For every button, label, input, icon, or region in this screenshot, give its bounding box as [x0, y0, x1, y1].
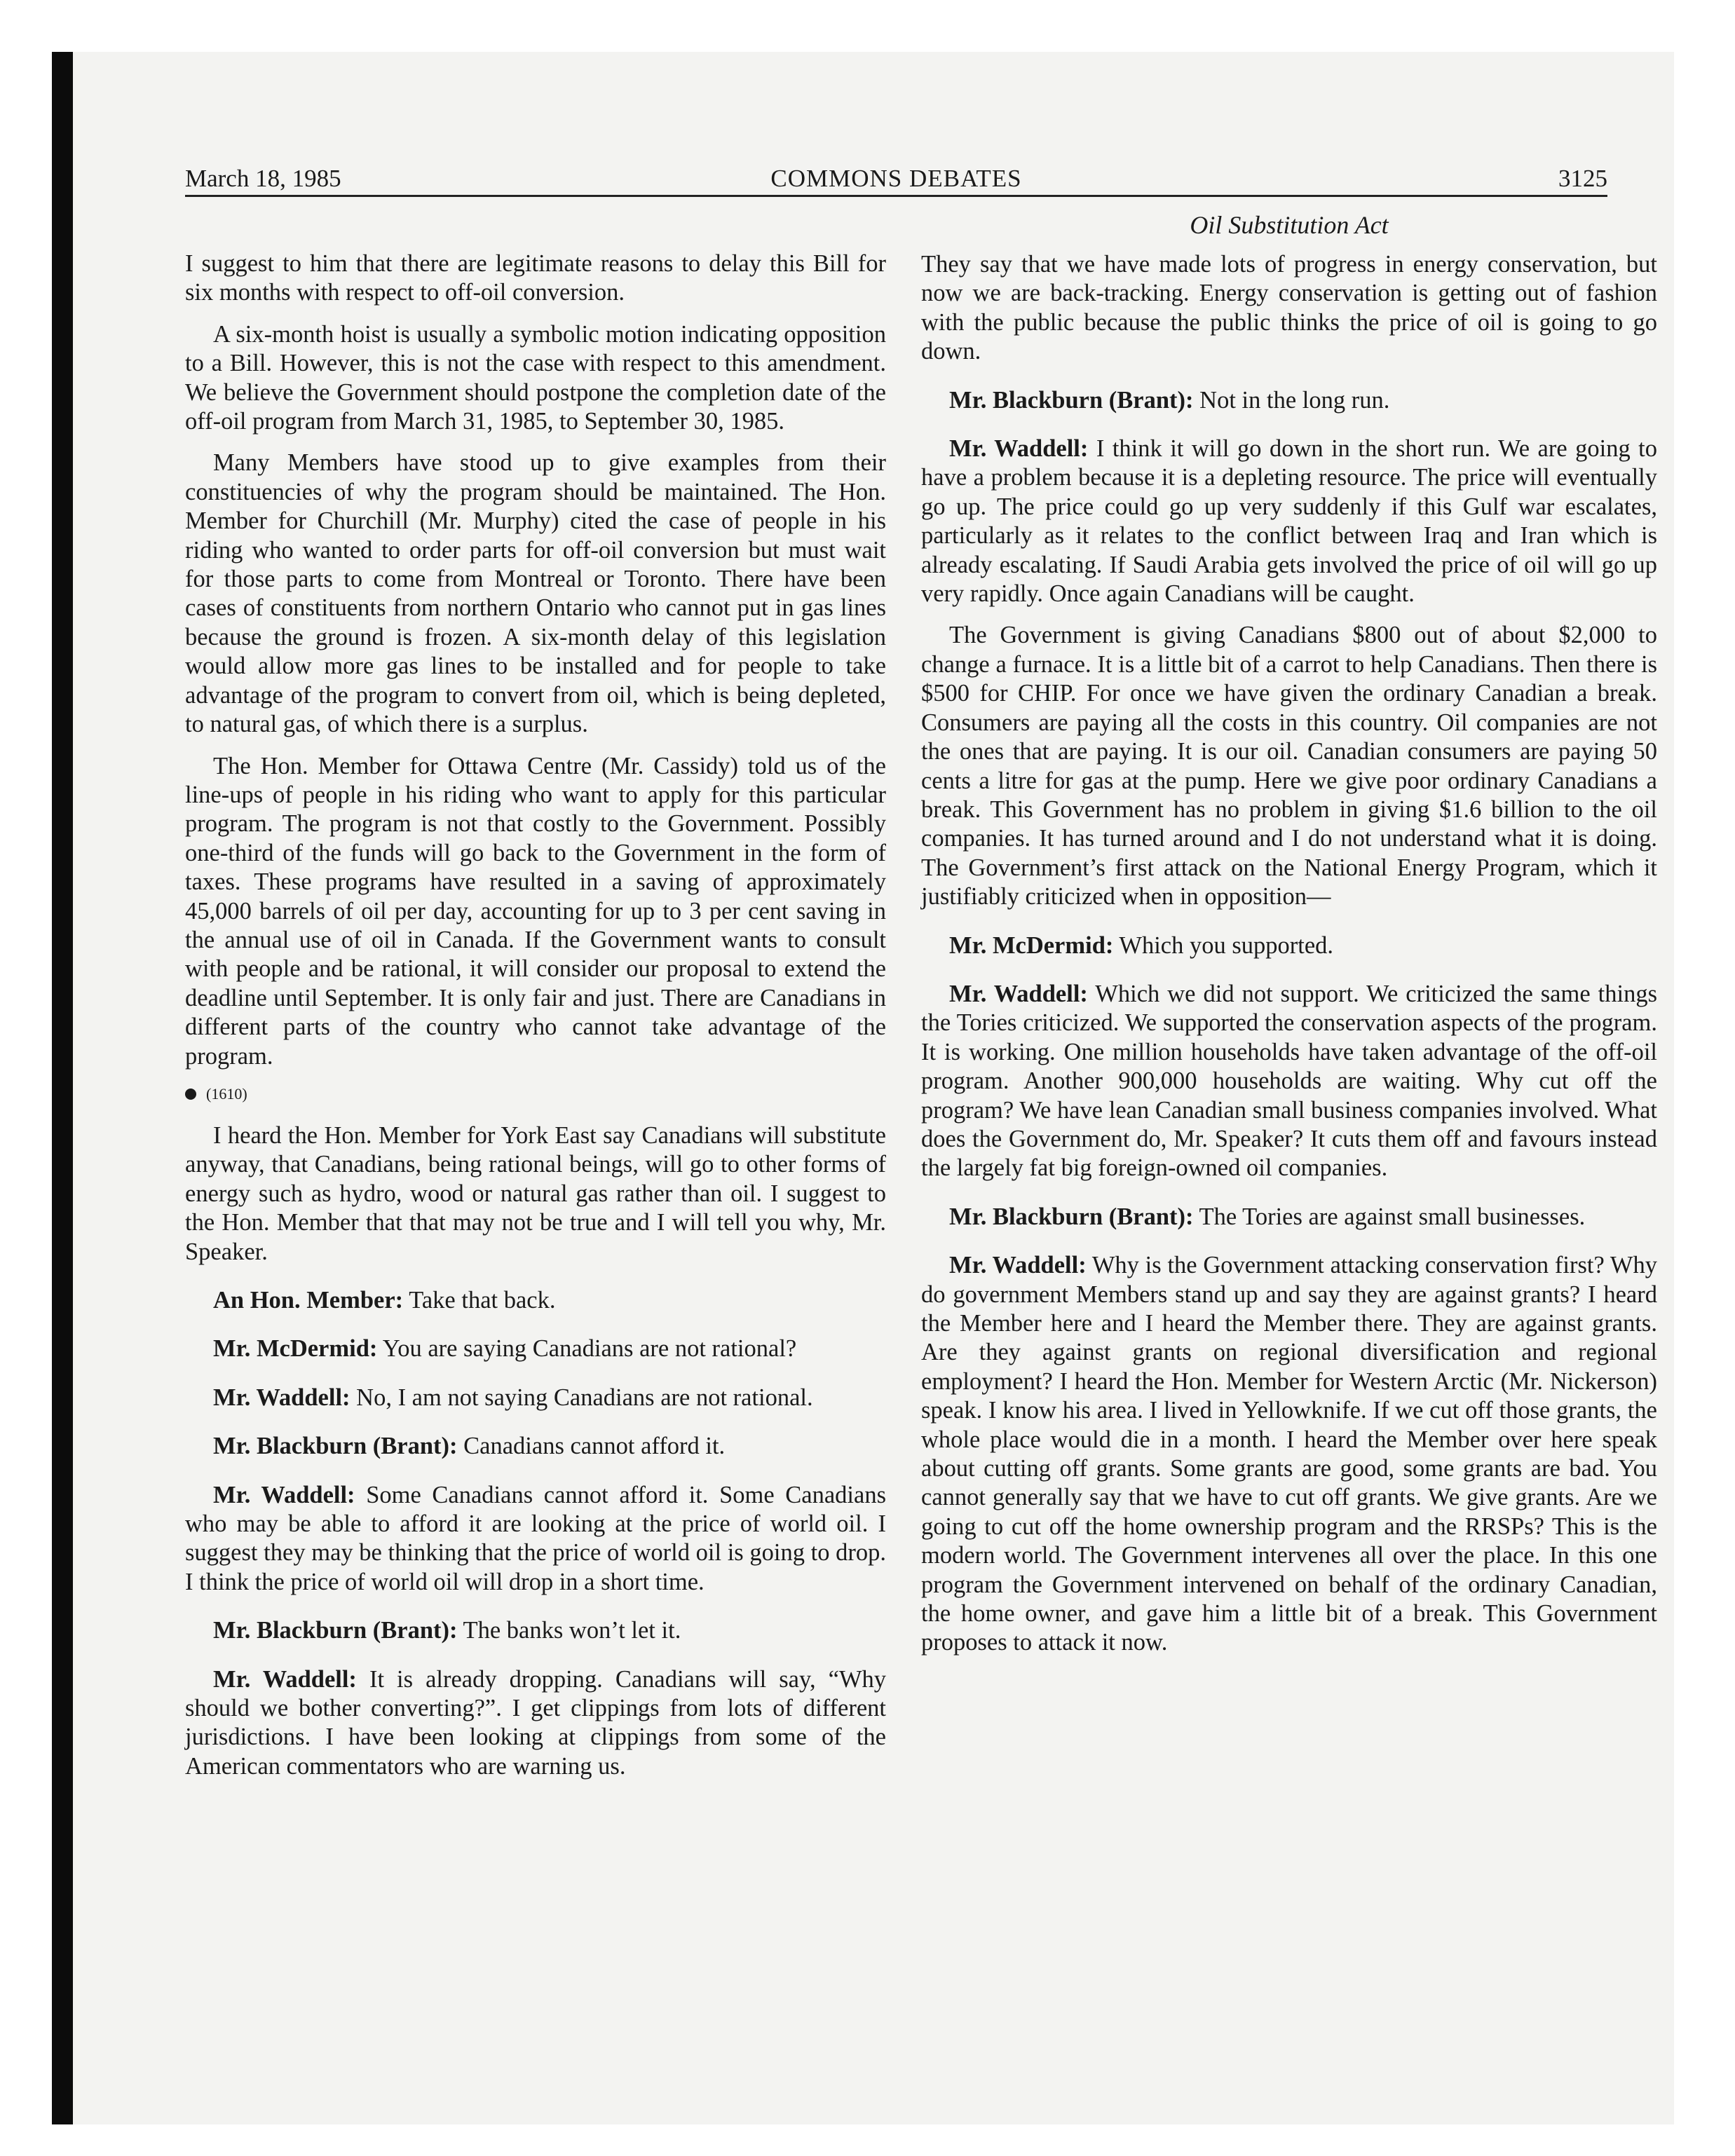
header-title: COMMONS DEBATES [770, 165, 1022, 192]
paragraph [185, 752, 886, 1071]
scanned-page [52, 52, 1674, 2124]
paragraph-text: The banks won’t let it. [463, 1617, 681, 1644]
paragraph [185, 1286, 886, 1315]
paragraph-text: I suggest to him that there are legitimate reasons to delay this Bill for six months with respect to off-oil conversion. [185, 250, 886, 306]
right-column [921, 250, 1657, 1670]
paragraph [185, 1665, 886, 1782]
speaker-name: Mr. McDermid: [213, 1335, 378, 1363]
paragraph-text: No, I am not saying Canadians are not rational. [356, 1384, 813, 1411]
paragraph [921, 980, 1657, 1183]
header-date: March 18, 1985 [185, 165, 341, 192]
paragraph-text: I think it will go down in the short run. We are going to have a problem because it is a depleting resource. The price will eventually go up. The price could go up very suddenly if this Gulf war escalates, particularly as it relates to the conflict between Iraq and Iran which is already escalating. If Saudi Arabia gets involved the price of oil will go up very rapidly. Once again Canadians will be caught. [921, 435, 1658, 608]
paragraph [185, 1384, 886, 1412]
speaker-name: Mr. Blackburn (Brant): [213, 1617, 458, 1644]
speaker-name: Mr. Waddell: [949, 435, 1089, 463]
paragraph-text: A six-month hoist is usually a symbolic motion indicating opposition to a Bill. However, this is not the case with respect to this amendment. We believe the Government should postpone the completion date of the off-oil program from March 31, 1985, to September 30, 1985. [185, 320, 886, 435]
paragraph [185, 1481, 886, 1597]
speaker-name: Mr. Blackburn (Brant): [949, 386, 1194, 414]
binding-edge [52, 52, 73, 2124]
paragraph-text: The Tories are against small businesses. [1199, 1203, 1586, 1230]
paragraph [185, 1335, 886, 1363]
paragraph [921, 250, 1657, 367]
time-marker [185, 1084, 886, 1105]
speaker-name: Mr. McDermid: [949, 932, 1114, 959]
paragraph [185, 1432, 886, 1461]
paragraph [921, 621, 1657, 911]
paragraph-text: Take that back. [409, 1287, 556, 1314]
section-title: Oil Substitution Act [1190, 211, 1389, 239]
paragraph [185, 320, 886, 437]
paragraph-text: It is already dropping. Canadians will say, “Why should we bother converting?”. I get clippings from lots of different jurisdictions. I have been looking at clippings from some of the American commentators who are warning us. [185, 1665, 887, 1780]
speaker-name: Mr. Blackburn (Brant): [213, 1433, 458, 1460]
paragraph-text: The Hon. Member for Ottawa Centre (Mr. Cassidy) told us of the line-ups of people in his riding who want to apply for this particular program. The program is not that costly to the Government. Possibly one-third of the funds will go back to the Government in the form of taxes. These programs have resulted in a saving of approximately 45,000 barrels of oil per day, accounting for up to 3 per cent saving in the annual use of oil in Canada. If the Government wants to consult with people and be rational, it will consider our proposal to extend the deadline until September. It is only fair and just. There are Canadians in different parts of the country who cannot take advantage of the program. [185, 752, 886, 1070]
paragraph [921, 386, 1657, 415]
paragraph [921, 1251, 1657, 1658]
speaker-name: Mr. Waddell: [213, 1665, 357, 1693]
paragraph [921, 435, 1657, 608]
paragraph-text: Many Members have stood up to give examples from their constituencies of why the program should be maintained. The Hon. Member for Churchill (Mr. Murphy) cited the case of people in his riding who wanted to order parts for off-oil conversion but must wait for those parts to come from Montreal or Toronto. There have been cases of constituents from northern Ontario who cannot put in gas lines because the ground is frozen. A six-month delay of this legislation would allow more gas lines to be installed and for people to take advantage of the program to convert from oil, which is being depleted, to natural gas, of which there is a surplus. [185, 449, 886, 738]
speaker-name: Mr. Waddell: [213, 1481, 355, 1508]
paragraph-text: Which you supported. [1119, 932, 1334, 959]
speaker-name: Mr. Waddell: [949, 1252, 1087, 1279]
paragraph-text: Some Canadians cannot afford it. Some Canadians who may be able to afford it are looking at the price of world oil. I suggest they may be thinking that the price of world oil is going to drop. I think the price of world oil will drop in a short time. [185, 1481, 886, 1595]
paragraph [921, 1203, 1657, 1231]
paragraph-text: Not in the long run. [1199, 386, 1390, 414]
left-column [185, 250, 886, 1794]
paragraph [921, 932, 1657, 960]
time-marker-text: (1610) [206, 1084, 247, 1103]
paragraph-text: Which we did not support. We criticized the same things the Tories criticized. We supported the conservation aspects of the program. It is working. One million households have taken advantage of the off-oil program. Another 900,000 households are waiting. Why cut off the program? We have lean Canadian small business companies involved. What does the Government do, Mr. Speaker? It cuts them off and favours instead the largely fat big foreign-owned oil companies. [921, 980, 1657, 1182]
running-header [185, 163, 1607, 197]
speaker-name: Mr. Waddell: [949, 980, 1088, 1007]
paragraph-text: Canadians cannot afford it. [463, 1433, 726, 1460]
paragraph-text: Why is the Government attacking conservation first? Why do government Members stand up and say they are against grants? I heard the Member here and I heard the Member there. They are against grants. Are they against grants on regional diversification and regional employment? I heard the Hon. Member for Western Arctic (Mr. Nickerson) speak. I know his area. I lived in Yellowknife. If we cut off those grants, the whole place would die in a month. I heard the Member over here speak about cutting off grants. Some grants are good, some grants are bad. You cannot generally say that we have to cut off grants. We give grants. Are we going to cut off the home ownership program and the RRSPs? This is the modern world. The Government intervenes all over the place. In this one program the Government intervened on behalf of the ordinary Canadian, the home owner, and gave him a little bit of a break. This Government proposes to attack it now. [921, 1252, 1657, 1656]
paragraph [185, 449, 886, 739]
paragraph [185, 1121, 886, 1267]
paragraph [185, 1616, 886, 1645]
paragraph-text: They say that we have made lots of progress in energy conservation, but now we are back-tracking. Energy conservation is getting out of fashion with the public because the public thinks the price of oil is going to go down. [921, 251, 1657, 365]
header-page-number: 3125 [1558, 165, 1607, 192]
paragraph-text: I heard the Hon. Member for York East say Canadians will substitute anyway, that Canadians, being rational beings, will go to other forms of energy such as hydro, wood or natural gas rather than oil. I suggest to the Hon. Member that that may not be true and I will tell you why, Mr. Speaker. [185, 1121, 886, 1265]
speaker-name: An Hon. Member: [213, 1287, 404, 1314]
paragraph-text: You are saying Canadians are not rational? [382, 1335, 797, 1363]
speaker-name: Mr. Blackburn (Brant): [949, 1203, 1194, 1230]
paragraph [185, 250, 886, 308]
bullet-icon [185, 1089, 196, 1100]
paragraph-text: The Government is giving Canadians $800 out of about $2,000 to change a furnace. It is a little bit of a carrot to help Canadians. Then there is $500 for CHIP. For once we have given the ordinary Canadian a break. Consumers are paying all the costs in this country. Oil companies are not the ones that are paying. It is our oil. Canadian consumers are paying 50 cents a litre for gas at the pump. Here we give poor ordinary Canadians a break. This Government has no problem in giving $1.6 billion to the oil companies. It has turned around and I do not understand what it is doing. The Government’s first attack on the National Energy Program, which it justifiably criticized when in opposition— [921, 622, 1657, 910]
speaker-name: Mr. Waddell: [213, 1384, 351, 1411]
